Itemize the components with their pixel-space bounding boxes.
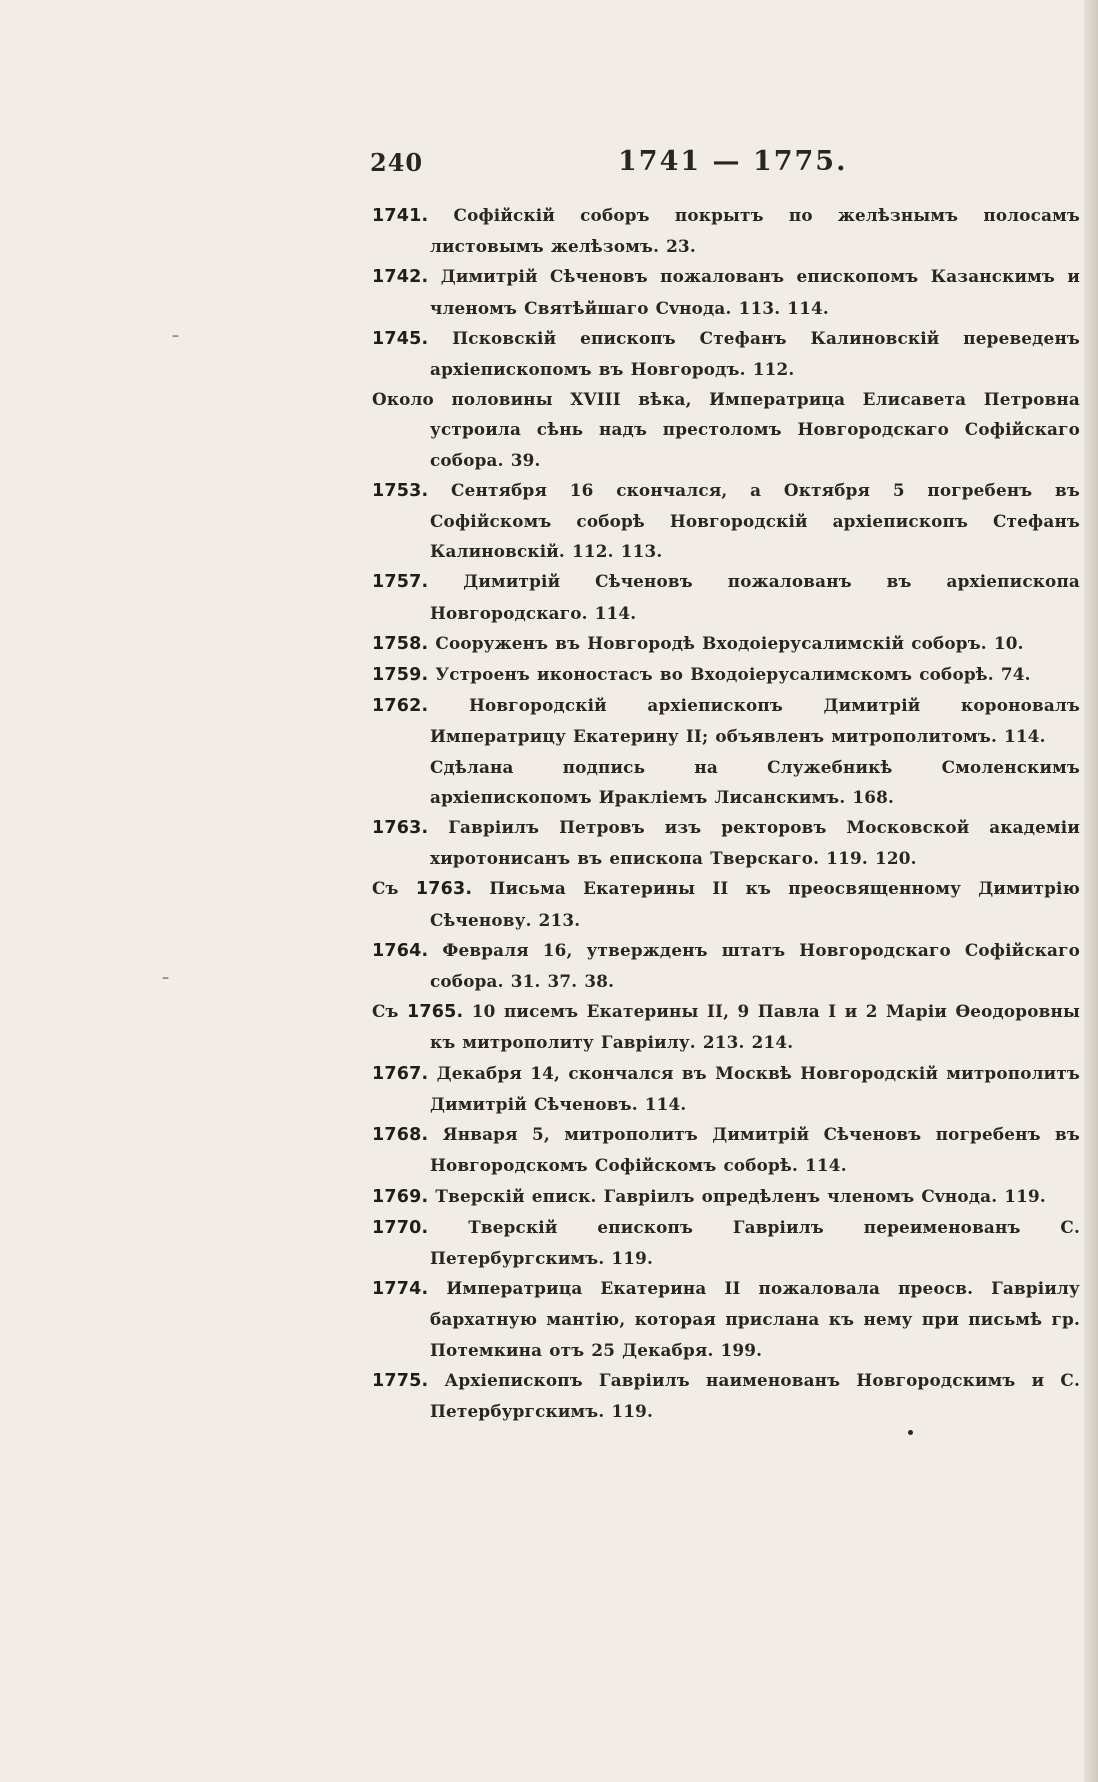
entry-year: 1774. xyxy=(372,1279,429,1300)
chronology-entry xyxy=(372,628,1080,659)
entry-year: 1758. xyxy=(372,633,429,654)
entry-text: Императрица Екатерина II пожаловала преосв. Гавріилу бархатную мантію, которая прислана къ нему при письмѣ гр. Потемкина отъ 25 Декабря. 199. xyxy=(430,1278,1080,1360)
entry-year: 1765. xyxy=(407,1002,464,1023)
entry-year: 1745. xyxy=(372,328,429,349)
chronology-entry xyxy=(372,384,1080,475)
chronology-entry xyxy=(372,566,1080,627)
chronology-entry xyxy=(372,1058,1080,1119)
entry-text: Тверскій еписк. Гавріилъ опредѣленъ членомъ Сvнода. 119. xyxy=(435,1185,1046,1206)
chronology-entry xyxy=(372,261,1080,322)
running-title: 1741 — 1775. xyxy=(618,146,848,177)
entry-year: 1769. xyxy=(372,1186,429,1207)
entry-year: 1762. xyxy=(372,696,429,717)
entry-text: Софійскій соборъ покрытъ по желѣзнымъ полосамъ листовымъ желѣзомъ. 23. xyxy=(430,205,1080,257)
entry-year: 1757. xyxy=(372,572,429,593)
chronology-entry xyxy=(372,873,1080,934)
page-header xyxy=(370,148,850,182)
chronology-entry xyxy=(372,200,1080,261)
chronology-list xyxy=(372,200,1080,1426)
chronology-entry xyxy=(372,1273,1080,1365)
entry-year: 1775. xyxy=(372,1370,429,1391)
entry-text: Димитрій Сѣченовъ пожалованъ въ архіепископа Новгородскаго. 114. xyxy=(430,571,1081,623)
chronology-entry xyxy=(372,690,1080,812)
margin-mark: – xyxy=(162,970,169,986)
entry-year: 1768. xyxy=(372,1125,429,1146)
chronology-entry xyxy=(372,475,1080,567)
chronology-entry xyxy=(372,935,1080,996)
chronology-entry xyxy=(372,1212,1080,1273)
entry-year: 1770. xyxy=(372,1217,429,1238)
entry-year: 1753. xyxy=(372,480,429,501)
entry-text: Февраля 16, утвержденъ штатъ Новгородскаго Софійскаго собора. 31. 37. 38. xyxy=(430,939,1081,992)
page-edge-shadow xyxy=(1084,0,1098,1782)
entry-text: Устроенъ иконостасъ во Входоіерусалимскомъ соборѣ. 74. xyxy=(435,664,1031,685)
entry-text: Сооруженъ въ Новгородѣ Входоіерусалимскій соборъ. 10. xyxy=(435,632,1024,653)
ink-speck xyxy=(908,1430,913,1435)
margin-mark: – xyxy=(172,328,179,344)
entry-year: 1759. xyxy=(372,665,429,686)
entry-year: 1763. xyxy=(372,818,429,839)
entry-text: Декабря 14, скончался въ Москвѣ Новгородскій митрополитъ Димитрій Сѣченовъ. 114. xyxy=(430,1062,1080,1114)
entry-text: Января 5, митрополитъ Димитрій Сѣченовъ погребенъ въ Новгородскомъ Софійскомъ соборѣ. 114. xyxy=(430,1124,1080,1176)
chronology-entry xyxy=(372,996,1080,1057)
entry-text: Тверскій епископъ Гавріилъ переименованъ С. Петербургскимъ. 119. xyxy=(430,1216,1080,1268)
chronology-entry xyxy=(372,1181,1080,1212)
entry-year: 1742. xyxy=(372,267,429,288)
entry-year: 1764. xyxy=(372,940,429,961)
entry-text: Псковскій епископъ Стефанъ Калиновскій переведенъ архіепископомъ въ Новгородъ. 112. xyxy=(430,327,1080,380)
entry-continuation: Сдѣлана подпись на Служебникѣ Смоленскимъ архіепископомъ Иракліемъ Лисанскимъ. 168. xyxy=(430,756,1080,807)
entry-prefix: Съ xyxy=(372,878,416,899)
entry-text: Сентября 16 скончался, а Октября 5 погребенъ въ Софійскомъ соборѣ Новгородскій архіепископъ Стефанъ Калиновскій. 112. 113. xyxy=(430,479,1080,562)
page-number: 240 xyxy=(370,148,424,177)
entry-year: 1763. xyxy=(415,879,473,900)
entry-year: 1767. xyxy=(372,1063,429,1084)
chronology-entry xyxy=(372,1365,1080,1426)
entry-text: 10 писемъ Екатерины II, 9 Павла I и 2 Маріи Ѳеодоровны къ митрополиту Гавріилу. 213. 214. xyxy=(430,1001,1080,1053)
chronology-entry xyxy=(372,1119,1080,1180)
chronology-entry xyxy=(372,323,1080,384)
entry-year: 1741. xyxy=(372,206,429,226)
entry-text: Новгородскій архіепископъ Димитрій короновалъ Императрицу Екатерину II; объявленъ митрополитомъ. 114. xyxy=(430,695,1081,747)
entry-text: Архіепископъ Гавріилъ наименованъ Новгородскимъ и С. Петербургскимъ. 119. xyxy=(430,1369,1081,1421)
entry-text: Около половины XVIII вѣка, Императрица Елисавета Петровна устроила сѣнь надъ престоломъ Новгородскаго Софійскаго собора. 39. xyxy=(372,389,1080,470)
entry-prefix: Съ xyxy=(372,1001,408,1022)
chronology-entry xyxy=(372,812,1080,873)
chronology-entry xyxy=(372,659,1080,690)
entry-text: Письма Екатерины II къ преосвященному Димитрію Сѣченову. 213. xyxy=(430,878,1081,930)
entry-text: Гавріилъ Петровъ изъ ректоровъ Московской академіи хиротонисанъ въ епископа Тверскаго. 119. 120. xyxy=(430,817,1080,869)
entry-text: Димитрій Сѣченовъ пожалованъ епископомъ Казанскимъ и членомъ Святѣйшаго Сvнода. 113. 114. xyxy=(430,266,1080,318)
